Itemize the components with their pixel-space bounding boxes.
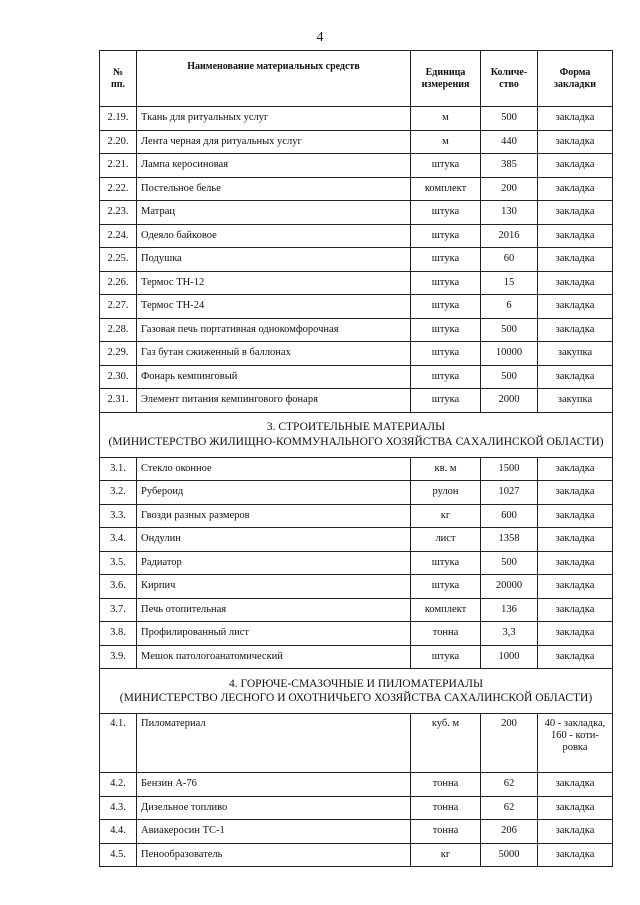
row-name: Матрац [137, 201, 411, 225]
row-form: закладка [538, 843, 613, 867]
row-form: закладка [538, 796, 613, 820]
table-row [100, 365, 613, 389]
row-form: закладка [538, 107, 613, 131]
row-unit: тонна [411, 622, 481, 646]
row-num: 3.8. [100, 622, 137, 646]
row-form: закладка [538, 130, 613, 154]
header-qty-line: Количе- [490, 67, 528, 78]
table-row [100, 248, 613, 272]
row-form: закладка [538, 154, 613, 178]
row-qty: 440 [481, 130, 538, 154]
row-num: 4.4. [100, 820, 137, 844]
row-form-line: 40 - закладка, [544, 718, 606, 729]
row-num: 3.6. [100, 575, 137, 599]
table-row [100, 598, 613, 622]
row-form-line: ровка [562, 742, 588, 754]
row-form: закладка [538, 248, 613, 272]
section-4-subtitle: (МИНИСТЕРСТВО ЛЕСНОГО И ОХОТНИЧЬЕГО ХОЗЯЙСТВА САХАЛИНСКОЙ ОБЛАСТИ) [119, 692, 593, 704]
row-form: закладка [538, 177, 613, 201]
row-unit: куб. м [411, 714, 481, 773]
section-3-title: 3. СТРОИТЕЛЬНЫЕ МАТЕРИАЛЫ [266, 421, 446, 434]
header-num-line: пп. [110, 78, 126, 90]
row-num: 4.2. [100, 773, 137, 797]
row-qty: 62 [481, 796, 538, 820]
row-qty: 1358 [481, 528, 538, 552]
table-row [100, 295, 613, 319]
table-row [100, 389, 613, 413]
row-unit: тонна [411, 773, 481, 797]
table-row [100, 130, 613, 154]
row-name: Газ бутан сжиженный в баллонах [137, 342, 411, 366]
row-qty: 385 [481, 154, 538, 178]
row-num: 4.5. [100, 843, 137, 867]
row-num: 2.21. [100, 154, 137, 178]
row-form-line: 160 - коти- [551, 730, 599, 742]
row-qty: 130 [481, 201, 538, 225]
section-4-title: 4. ГОРЮЧЕ-СМАЗОЧНЫЕ И ПИЛОМАТЕРИАЛЫ [229, 677, 483, 690]
row-unit: штука [411, 551, 481, 575]
row-unit: штука [411, 389, 481, 413]
table-row [100, 342, 613, 366]
row-qty: 2000 [481, 389, 538, 413]
row-unit: штука [411, 248, 481, 272]
table-row [100, 622, 613, 646]
section-4-header [100, 669, 613, 773]
row-qty: 500 [481, 318, 538, 342]
row-num: 2.24. [100, 224, 137, 248]
row-qty: 2016 [481, 224, 538, 248]
row-num: 2.27. [100, 295, 137, 319]
row-form: закладка [538, 622, 613, 646]
row-num: 2.19. [100, 107, 137, 131]
table-row [100, 645, 613, 669]
row-num: 2.22. [100, 177, 137, 201]
row-qty: 600 [481, 504, 538, 528]
table-header-row [100, 51, 613, 107]
section-row [100, 669, 613, 714]
row-name: Гвозди разных размеров [137, 504, 411, 528]
row-unit: штука [411, 271, 481, 295]
row-unit: штука [411, 365, 481, 389]
row-qty: 3,3 [481, 622, 538, 646]
row-name: Термос ТН-12 [137, 271, 411, 295]
row-num: 2.31. [100, 389, 137, 413]
header-unit-line: измерения [421, 78, 470, 90]
row-num: 3.5. [100, 551, 137, 575]
header-num [100, 51, 137, 107]
row-qty: 62 [481, 773, 538, 797]
table-row [100, 107, 613, 131]
row-unit: кв. м [411, 457, 481, 481]
row-form: закладка [538, 318, 613, 342]
row-name: Фонарь кемпинговый [137, 365, 411, 389]
row-qty: 500 [481, 551, 538, 575]
row-form: закладка [538, 551, 613, 575]
row-form: закладка [538, 481, 613, 505]
row-unit: комплект [411, 177, 481, 201]
row-name: Лампа керосиновая [137, 154, 411, 178]
row-form: закладка [538, 271, 613, 295]
row-form: закладка [538, 528, 613, 552]
table-row [100, 224, 613, 248]
header-form-line: Форма [559, 67, 591, 78]
row-name: Дизельное топливо [137, 796, 411, 820]
row-name: Мешок патологоанатомический [137, 645, 411, 669]
row-unit: штука [411, 154, 481, 178]
row-qty: 6 [481, 295, 538, 319]
table-row [100, 843, 613, 867]
row-unit: штука [411, 342, 481, 366]
table-row [100, 177, 613, 201]
section-3-subtitle: (МИНИСТЕРСТВО ЖИЛИЩНО-КОММУНАЛЬНОГО ХОЗЯЙСТВА САХАЛИНСКОЙ ОБЛАСТИ) [108, 435, 604, 448]
row-unit: кг [411, 504, 481, 528]
row-qty: 10000 [481, 342, 538, 366]
row-name: Лента черная для ритуальных услуг [137, 130, 411, 154]
table-row [100, 820, 613, 844]
row-num: 3.9. [100, 645, 137, 669]
row-num: 3.7. [100, 598, 137, 622]
row-num: 2.30. [100, 365, 137, 389]
section-2-rows [100, 107, 613, 413]
table-row [100, 201, 613, 225]
row-unit: кг [411, 843, 481, 867]
row-form [538, 714, 613, 773]
row-form: закладка [538, 457, 613, 481]
row-unit: штука [411, 201, 481, 225]
header-qty [481, 51, 538, 107]
row-num: 2.25. [100, 248, 137, 272]
row-qty: 60 [481, 248, 538, 272]
row-unit: штука [411, 645, 481, 669]
table-row [100, 154, 613, 178]
row-name: Пиломатериал [137, 714, 411, 773]
row-name: Профилированный лист [137, 622, 411, 646]
row-unit: м [411, 107, 481, 131]
row-qty: 1500 [481, 457, 538, 481]
row-unit: тонна [411, 820, 481, 844]
row-form: закладка [538, 504, 613, 528]
row-num: 2.26. [100, 271, 137, 295]
row-qty: 5000 [481, 843, 538, 867]
row-form: закладка [538, 645, 613, 669]
row-name: Одеяло байковое [137, 224, 411, 248]
section-4-title-cell [100, 669, 613, 714]
header-unit [411, 51, 481, 107]
row-unit: штука [411, 224, 481, 248]
table-row [100, 481, 613, 505]
row-form: закладка [538, 575, 613, 599]
table-row [100, 796, 613, 820]
table-row [100, 528, 613, 552]
row-unit: рулон [411, 481, 481, 505]
row-form: закладка [538, 820, 613, 844]
header-num-line: № [112, 67, 124, 78]
table-row [100, 773, 613, 797]
row-qty: 1027 [481, 481, 538, 505]
row-name: Ткань для ритуальных услуг [137, 107, 411, 131]
header-name: Наименование материальных средств [137, 51, 411, 107]
section-row [100, 412, 613, 457]
header-form-line: закладки [554, 78, 596, 90]
row-num: 3.1. [100, 457, 137, 481]
row-form: закладка [538, 295, 613, 319]
header-form [538, 51, 613, 107]
row-name: Ондулин [137, 528, 411, 552]
section-3-title-cell [100, 412, 613, 457]
table-row [100, 504, 613, 528]
row-name: Радиатор [137, 551, 411, 575]
row-qty: 200 [481, 177, 538, 201]
row-name: Бензин А-76 [137, 773, 411, 797]
header-qty-line: ство [499, 78, 519, 90]
row-num: 3.4. [100, 528, 137, 552]
row-form: закладка [538, 365, 613, 389]
row-qty: 136 [481, 598, 538, 622]
row-unit: м [411, 130, 481, 154]
row-name: Подушка [137, 248, 411, 272]
row-num: 2.28. [100, 318, 137, 342]
table-row [100, 271, 613, 295]
row-name: Печь отопительная [137, 598, 411, 622]
row-name: Кирпич [137, 575, 411, 599]
row-num: 3.2. [100, 481, 137, 505]
header-unit-line: Единица [425, 67, 466, 78]
table-row [100, 714, 613, 773]
row-qty: 200 [481, 714, 538, 773]
row-qty: 500 [481, 107, 538, 131]
table-row [100, 575, 613, 599]
row-form: закладка [538, 201, 613, 225]
row-form: закупка [538, 342, 613, 366]
row-name: Стекло оконное [137, 457, 411, 481]
row-unit: тонна [411, 796, 481, 820]
row-form: закладка [538, 773, 613, 797]
row-name: Постельное белье [137, 177, 411, 201]
row-form: закупка [538, 389, 613, 413]
row-num: 2.23. [100, 201, 137, 225]
row-name: Газовая печь портативная однокомфорочная [137, 318, 411, 342]
row-num: 2.20. [100, 130, 137, 154]
row-name: Пенообразователь [137, 843, 411, 867]
row-name: Авиакеросин ТС-1 [137, 820, 411, 844]
row-qty: 15 [481, 271, 538, 295]
section-4-rows [100, 773, 613, 867]
section-3-header [100, 412, 613, 457]
row-qty: 20000 [481, 575, 538, 599]
row-num: 3.3. [100, 504, 137, 528]
row-qty: 1000 [481, 645, 538, 669]
page-number: 4 [316, 30, 324, 45]
row-unit: штука [411, 295, 481, 319]
table-row [100, 318, 613, 342]
row-form: закладка [538, 224, 613, 248]
row-form: закладка [538, 598, 613, 622]
row-qty: 500 [481, 365, 538, 389]
materials-table [99, 50, 613, 867]
section-3-rows [100, 457, 613, 669]
row-unit: штука [411, 575, 481, 599]
row-name: Рубероид [137, 481, 411, 505]
row-unit: комплект [411, 598, 481, 622]
table-row [100, 551, 613, 575]
row-num: 4.3. [100, 796, 137, 820]
row-unit: штука [411, 318, 481, 342]
row-num: 4.1. [100, 714, 137, 773]
row-qty: 206 [481, 820, 538, 844]
row-name: Термос ТН-24 [137, 295, 411, 319]
row-name: Элемент питания кемпингового фонаря [137, 389, 411, 413]
table-row [100, 457, 613, 481]
row-num: 2.29. [100, 342, 137, 366]
row-unit: лист [411, 528, 481, 552]
